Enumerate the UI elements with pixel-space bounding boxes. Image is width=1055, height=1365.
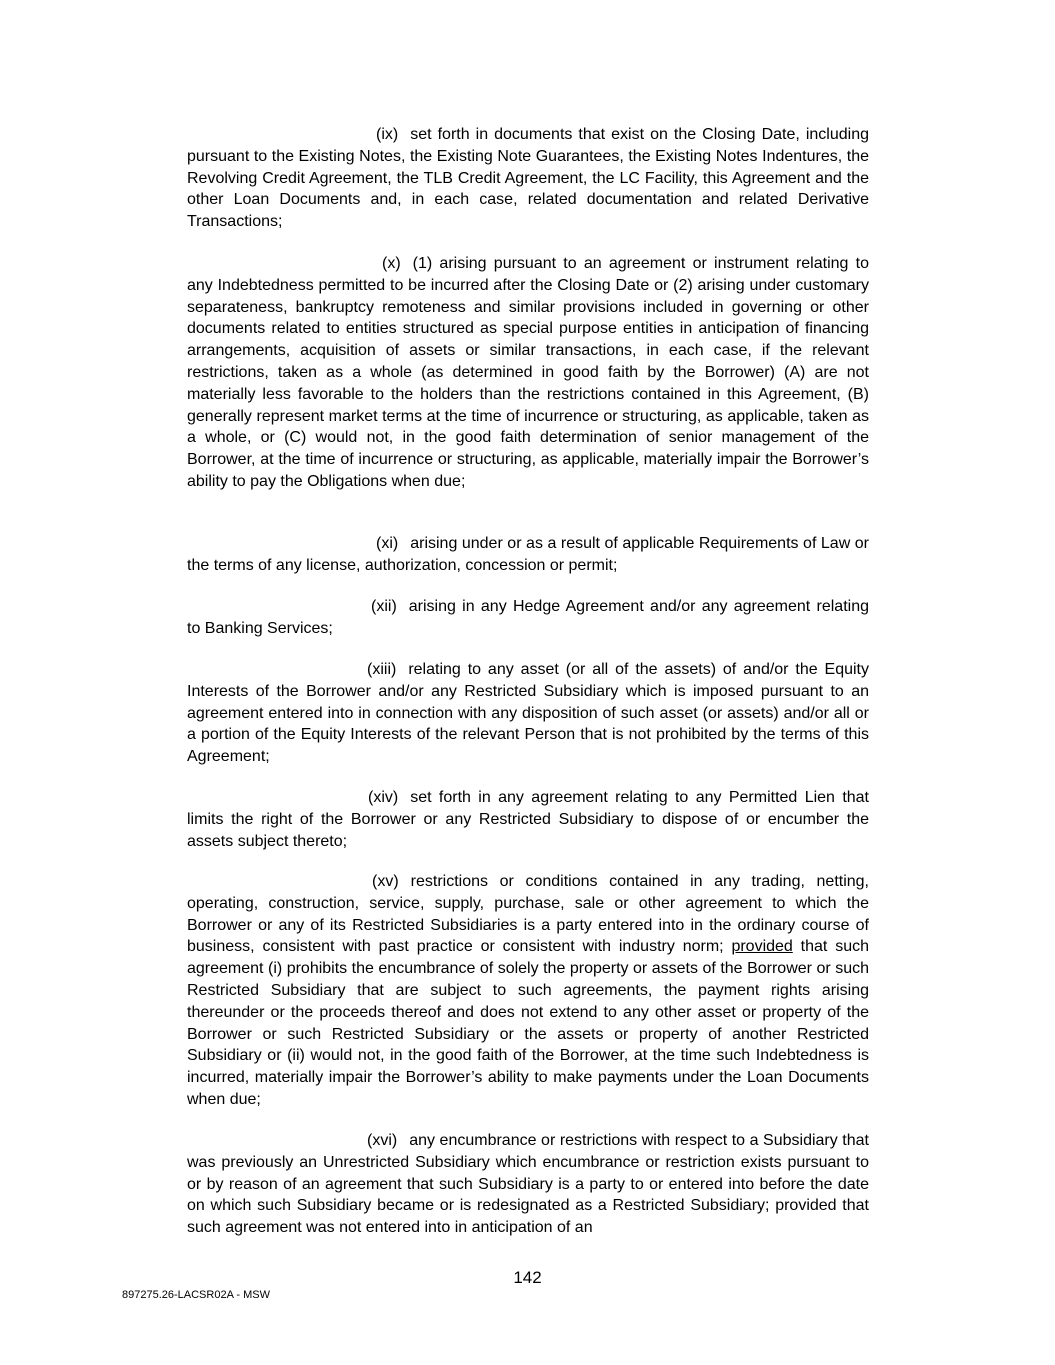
clause-marker: (xiii) (367, 661, 397, 678)
clause-text: any encumbrance or restrictions with respect to a Subsidiary that was previously an Unrestricted Subsidiary which encumbrance or restriction exists pursuant to or by reason of an agreement that such Subsidiary is a party to or entered into before the date on which such Subsidiary became or is redesignated as a Restricted Subsidiary; provided that such agreement was not entered into in anticipation of an (187, 1132, 869, 1237)
clause-marker: (ix) (376, 126, 399, 143)
clause-x (187, 253, 869, 493)
clause-text: restrictions or conditions contained in any trading, netting, operating, construction, service, supply, purchase, sale or other agreement to which the Borrower or any of its Restricted Subsidiaries is a party entered into in the ordinary course of business, consistent with past practice or consistent with industry norm; (187, 873, 869, 956)
page-number: 142 (513, 1268, 542, 1287)
clause-text: set forth in any agreement relating to any Permitted Lien that limits the right of the Borrower or any Restricted Subsidiary to dispose of or encumber the assets subject thereto; (187, 789, 869, 850)
clause-xi (187, 533, 869, 577)
clause-marker: (x) (382, 255, 401, 272)
clause-xiv (187, 787, 869, 852)
clause-marker: (xv) (372, 873, 399, 890)
clause-text-continued: that such agreement (i) prohibits the encumbrance of solely the property or assets of the Borrower or such Restricted Subsidiary that are subject to such agreements, the payment rights arising thereunder or the proceeds thereof and does not extend to any other asset or property of the Borrower or such Restricted Subsidiary or the assets or property of another Restricted Subsidiary or (ii) would not, in the good faith of the Borrower, at the time such Indebtedness is incurred, materially impair the Borrower’s ability to make payments under the Loan Documents when due; (187, 938, 869, 1108)
clause-ix (187, 124, 869, 233)
clause-xiii (187, 659, 869, 768)
clause-xii (187, 596, 869, 640)
clause-xv (187, 871, 869, 1111)
clause-marker: (xvi) (367, 1132, 398, 1149)
clause-marker: (xii) (371, 598, 397, 615)
clause-marker: (xiv) (368, 789, 399, 806)
clause-text: (1) arising pursuant to an agreement or instrument relating to any Indebtedness permitted to be incurred after the Closing Date or (2) arising under customary separateness, bankruptcy remoteness and similar provisions included in governing or other documents related to entities structured as special purpose entities in anticipation of financing arrangements, acquisition of assets or similar transactions, in each case, if the relevant restrictions, taken as a whole (as determined in good faith by the Borrower) (A) are not materially less favorable to the holders than the restrictions contained in this Agreement, (B) generally represent market terms at the time of incurrence or structuring, as applicable, taken as a whole, or (C) would not, in the good faith determination of senior management of the Borrower, at the time of incurrence or structuring, as applicable, materially impair the Borrower’s ability to pay the Obligations when due; (187, 255, 869, 490)
provided-term: provided (731, 938, 793, 956)
clause-text: set forth in documents that exist on the Closing Date, including pursuant to the Existing Notes, the Existing Note Guarantees, the Existing Notes Indentures, the Revolving Credit Agreement, the TLB Credit Agreement, the LC Facility, this Agreement and the other Loan Documents and, in each case, related documentation and related Derivative Transactions; (187, 126, 869, 231)
clause-text: arising in any Hedge Agreement and/or any agreement relating to Banking Services; (187, 598, 869, 637)
clause-text: relating to any asset (or all of the assets) of and/or the Equity Interests of the Borrower and/or any Restricted Subsidiary which is imposed pursuant to an agreement entered into in connection with any disposition of such asset (or assets) and/or all or a portion of the Equity Interests of the relevant Person that is not prohibited by the terms of this Agreement; (187, 661, 869, 766)
clause-text: arising under or as a result of applicable Requirements of Law or the terms of any license, authorization, concession or permit; (187, 535, 869, 574)
clause-marker: (xi) (376, 535, 399, 552)
document-id: 897275.26-LACSR02A - MSW (122, 1289, 270, 1301)
clause-xvi (187, 1130, 869, 1239)
